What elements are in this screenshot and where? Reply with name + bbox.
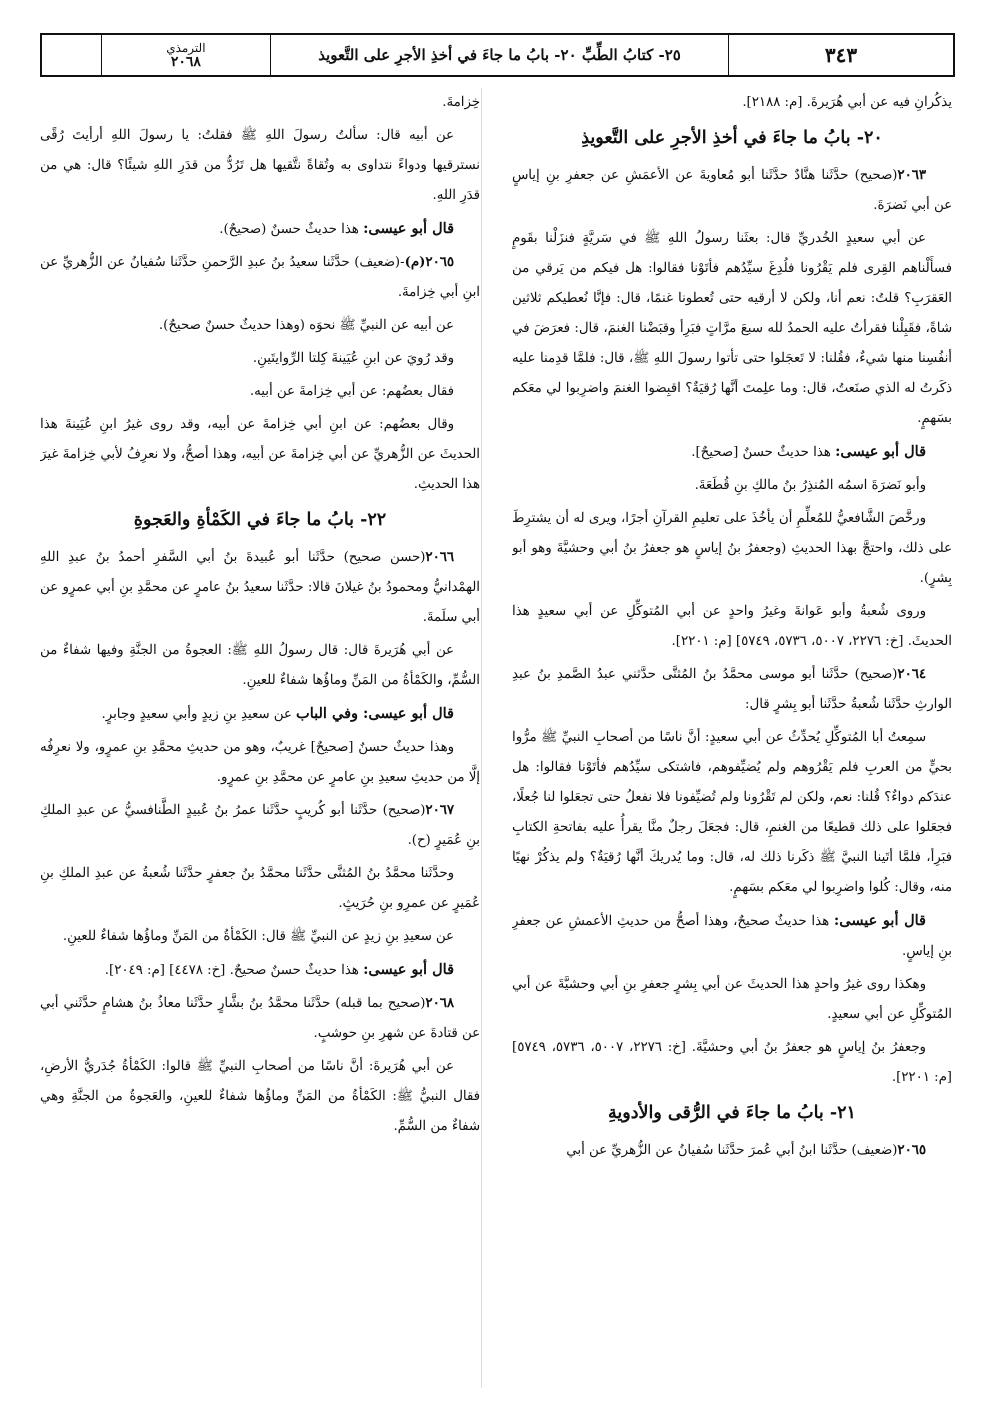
paragraph-text: (صحيح) حدَّثَنا أبو كُريبٍ حدَّثَنا عمرُ بنُ عُبيدٍ الطَّنافسيُّ عن عبدِ الملكِ بنِ عُمَيرٍ (ح). (40, 803, 480, 848)
paragraph-text: وجعفرُ بنُ إياسٍ هو جعفرُ بنُ أبي وحشيَّةَ. [خ: ٢٢٧٦، ٥٠٠٧، ٥٧٣٦، ٥٧٤٩] [م: ٢٢٠١]. (512, 1040, 952, 1085)
header-hadith-range: ٢٠٦٨ (170, 54, 201, 70)
paragraph-text: عن أبي سعيدٍ الخُدريِّ قال: بعثَنا رسولُ اللهِ ﷺ في سَريَّةٍ فنزَلْنا بقَومٍ فسأَلْناهم القِرى فلم يَقْرُونا فلُدِغَ سيِّدُهم فأتَوْنا فقالوا: هل فيكم من يَرقي من العَقرَبِ؟ قلتُ: نعم أنا، ولكن لا أرقيه حتى تُعطونا غنمًا، قال: فإنَّا نُعطيكم ثلاثين شاةً، فقَبِلْنا فقرأتُ عليه الحمدُ لله سبعَ مرَّاتٍ فبَرِأ وقبَضْنا الغنمَ، قال: فعرَضَ في أنفُسِنا منها شيءٌ، فقُلنا: لا تَعجَلوا حتى تأتوا رسولَ اللهِ ﷺ، قال: فلمَّا قدِمنا عليه ذكَرتُ له الذي صنَعتُ، قال: وما علِمتَ أنَّها رُقيَةٌ؟ اقبِضوا الغنمَ واضرِبوا لي معَكم بسَهمٍ. (512, 231, 952, 426)
paragraph (40, 410, 480, 500)
paragraph (40, 733, 480, 793)
paragraph-text: -(ضعيف) حدَّثَنا سعيدُ بنُ عبدِ الرَّحمنِ حدَّثَنا سُفيانُ عن الزُّهريِّ عن ابنِ أبي خِزامةَ. (40, 255, 480, 300)
comment-label: قال أبو عيسى: (835, 443, 926, 460)
abu-isa-comment (512, 437, 952, 468)
hadith-number: ٢٠٦٤ (897, 667, 926, 682)
comment-label: قال أبو عيسى: وفي الباب (296, 705, 454, 722)
abu-isa-comment (40, 955, 480, 986)
paragraph (512, 970, 952, 1030)
paragraph-text: فقال بعضُهم: عن أبي خِزامةَ عن أبيه. (249, 384, 454, 399)
paragraph (512, 471, 952, 501)
paragraph-text: وأبو نَضرَةَ اسمُه المُنذِرُ بنُ مالكِ بنِ قُطَعَةَ. (694, 478, 926, 493)
paragraph (512, 723, 952, 903)
abu-isa-comment (40, 214, 480, 245)
hadith-isnad (512, 161, 952, 221)
comment-label: قال أبو عيسى: (363, 220, 454, 237)
hadith-number: ٢٠٦٦ (425, 550, 454, 565)
paragraph-text: (صحيح بما قبله) حدَّثَنا محمَّدُ بنُ بشَّارٍ حدَّثَنا معاذُ بنُ هشامٍ حدَّثَني أبي عن قتادةَ عن شهرِ بنِ حوشبٍ. (40, 996, 480, 1041)
paragraph-text: (حسن صحيح) حدَّثَنا أبو عُبيدةَ بنُ أبي السَّفرِ أحمدُ بنُ عبدِ اللهِ الهمْدانيُّ ومحمودُ بنُ غيلانَ قالا: حدَّثَنا سعيدُ بنُ عامرٍ عن محمَّدِ بنِ أبي عمرٍو عن أبي سلَمةَ. (40, 550, 480, 625)
paragraph (512, 224, 952, 434)
paragraph (40, 636, 480, 696)
hadith-isnad (40, 248, 480, 308)
paragraph-text: عن أبي هُرَيرةَ قال: قال رسولُ اللهِ ﷺ: العجوةُ من الجنَّةِ وفيها شفاءٌ من السُّمِّ، والكَمْأةُ من المَنِّ وماؤُها شفاءٌ للعينِ. (40, 643, 480, 688)
hadith-isnad (40, 543, 480, 633)
paragraph-text: وروى شُعبةُ وأبو عَوانةَ وغيرُ واحدٍ عن أبي المُتوكِّلِ عن أبي سعيدٍ هذا الحديثَ. [خ: ٢٢٧٦، ٥٠٠٧، ٥٧٣٦، ٥٧٤٩] [م: ٢٢٠١]. (512, 604, 952, 649)
comment-label: قال أبو عيسى: (363, 961, 454, 978)
paragraph (40, 859, 480, 919)
abu-isa-comment (512, 906, 952, 967)
hadith-number: ٢٠٦٨ (425, 996, 454, 1011)
hadith-number: ٢٠٦٥ (897, 1143, 926, 1158)
paragraph (40, 377, 480, 407)
paragraph (40, 344, 480, 374)
paragraph (40, 311, 480, 341)
hadith-number: ٢٠٦٥(م) (404, 255, 454, 270)
chapter-heading: ٢٠- بابُ ما جاءَ في أخذِ الأجرِ على التَّعويذِ (581, 128, 883, 148)
paragraph (40, 88, 480, 118)
header-blank-cell (42, 35, 102, 75)
paragraph-text: وقال بعضُهم: عن ابنِ أبي خِزامةَ عن أبيه، وقد روى غيرُ ابنِ عُيَينةَ هذا الحديثَ عن الزُّهريِّ عن أبي خِزامةَ عن أبيه، وهذا أصحُّ، ولا نعرِفُ لأبي خِزامةَ غيرَ هذا الحديثِ. (40, 417, 480, 492)
paragraph-text: وهذا حديثٌ حسنٌ [صحيحٌ] غريبٌ، وهو من حديثِ محمَّدِ بنِ عمرٍو، ولا نعرِفُه إلَّا من حديثِ سعيدِ بنِ عامرٍ عن محمَّدِ بنِ عمرٍو. (40, 740, 480, 785)
running-header (40, 33, 955, 77)
paragraph (40, 121, 480, 211)
header-running-title: ٢٥- كتابُ الطِّبِّ ٢٠- بابُ ما جاءَ في أخذِ الأجرِ على التَّعويذ (271, 35, 729, 75)
paragraph-text: (صحيح) حدَّثَنا أبو موسى محمَّدُ بنُ المُثنَّى حدَّثني عبدُ الصَّمدِ بنُ عبدِ الوارثِ حدَّثَنا شُعبةُ حدَّثَنا أبو بِشرٍ قال: (512, 667, 952, 712)
header-reference-cell (102, 35, 271, 75)
paragraph-text: عن سعيدِ بنِ زيدٍ عن النبيِّ ﷺ قال: الكَمْأةُ من المَنِّ وماؤُها شفاءٌ للعينِ. (62, 929, 454, 944)
abu-isa-comment (40, 699, 480, 730)
paragraph-text: (ضعيف) حدَّثَنا ابنُ أبي عُمرَ حدَّثَنا سُفيانُ عن الزُّهريِّ عن أبي (566, 1143, 898, 1158)
hadith-number: ٢٠٦٣ (897, 168, 926, 183)
paragraph-text: (صحيح) حدَّثَنا هنَّادٌ حدَّثَنا أبو مُعاويةَ عن الأعمَشِ عن جعفرِ بنِ إياسٍ عن أبي نَضرَةَ. (512, 168, 952, 213)
column-separator (481, 88, 482, 1388)
paragraph (40, 1052, 480, 1142)
comment-text: هذا حديثٌ صحيحٌ، وهذا أصحُّ من حديثِ الأعمشِ عن جعفرِ بنِ إياسٍ. (512, 914, 952, 959)
comment-text: هذا حديثٌ حسنٌ (صحيحٌ). (219, 222, 359, 237)
paragraph-text: عن أبيه قال: سألتُ رسولَ اللهِ ﷺ فقلتُ: يا رسولَ اللهِ أرأيتَ رُقًى نسترقيها ودواءً نتداوى به وتُقاةً نتَّقيها هل تَرُدُّ من قدَرِ اللهِ شيئًا؟ قال: هي من قدَرِ اللهِ. (40, 128, 480, 203)
hadith-isnad (40, 796, 480, 856)
chapter-heading: ٢١- بابُ ما جاءَ في الرُّقى والأدويةِ (608, 1103, 856, 1123)
paragraph-text: ورخَّصَ الشَّافعيُّ للمُعلِّمِ أن يأخُذَ على تعليمِ القرآنِ أجرًا، ويرى له أن يشترِطَ على ذلك، واحتجَّ بهذا الحديثِ (وجعفرُ بنُ إياسٍ هو جعفرُ بنُ أبي وحشيَّةَ وهو أبو بِشرٍ). (512, 511, 952, 586)
left-column (40, 88, 480, 1388)
paragraph-text: عن أبي هُرَيرةَ: أنَّ ناسًا من أصحابِ النبيِّ ﷺ قالوا: الكَمْأةُ جُدَريُّ الأرضِ، فقال النبيُّ ﷺ: الكَمْأةُ من المَنِّ وماؤُها شفاءٌ للعينِ، والعَجوةُ من الجنَّةِ وهي شفاءٌ من السُّمِّ. (40, 1059, 480, 1134)
paragraph-text: عن أبيه عن النبيِّ ﷺ نحوَه (وهذا حديثٌ حسنٌ صحيحٌ). (158, 318, 454, 333)
paragraph (512, 88, 952, 118)
paragraph-text: وهكذا روى غيرُ واحدٍ هذا الحديثَ عن أبي بِشرٍ جعفرِ بنِ أبي وحشيَّةَ عن أبي المُتوكِّلِ عن أبي سعيدٍ. (512, 977, 952, 1022)
chapter-heading: ٢٢- بابُ ما جاءَ في الكَمْأةِ والعَجوةِ (133, 510, 387, 530)
comment-text: عن سعيدِ بنِ زيدٍ وأبي سعيدٍ وجابرٍ. (101, 707, 292, 722)
hadith-isnad (40, 989, 480, 1049)
paragraph-text: وقد رُويَ عن ابنِ عُيَينةَ كِلتا الرِّوايتَينِ. (252, 351, 454, 366)
paragraph (40, 922, 480, 952)
paragraph-text: يذكُرانِ فيه عن أبي هُرَيرةَ. [م: ٢١٨٨]. (742, 95, 952, 110)
paragraph (512, 1033, 952, 1093)
comment-label: قال أبو عيسى: (833, 912, 926, 929)
comment-text: هذا حديثٌ حسنٌ صحيحٌ. [خ: ٤٤٧٨] [م: ٢٠٤٩]. (104, 963, 359, 978)
page-number: ٣٤٣ (824, 43, 858, 67)
hadith-number: ٢٠٦٧ (425, 803, 454, 818)
hadith-isnad (512, 1136, 952, 1166)
hadith-isnad (512, 660, 952, 720)
paragraph-text: خِزامةَ. (442, 95, 480, 110)
comment-text: هذا حديثٌ حسنٌ [صحيحٌ]. (691, 445, 831, 460)
paragraph-text: وحدَّثَنا محمَّدُ بنُ المُثنَّى حدَّثَنا محمَّدُ بنُ جعفرٍ حدَّثَنا شُعبةُ عن عبدِ الملكِ بنِ عُمَيرٍ عن عمرِو بنِ حُرَيثٍ. (40, 866, 480, 911)
right-column (512, 88, 952, 1388)
paragraph (512, 597, 952, 657)
paragraph-text: سمِعتُ أبا المُتوكِّلِ يُحدِّثُ عن أبي سعيدٍ: أنَّ ناسًا من أصحابِ النبيِّ ﷺ مرُّوا بحيٍّ من العربِ فلم يَقْرُوهم ولم يُضيِّفوهم، فاشتكى سيِّدُهم فأتَوْنا فقالوا: هل عندَكم دواءٌ؟ قُلنا: نعم، ولكن لم تَقْرُونا ولم تُضيِّفونا فلا نفعلُ حتى تجعَلوا لنا جُعلًا، فجعَلوا على ذلك قطيعًا من الغنمِ، قال: فجعَلَ رجلٌ منَّا يقرأُ عليه بفاتحةِ الكتابِ فبَرِأ، فلمَّا أتَينا النبيَّ ﷺ ذكَرنا ذلك له، قال: وما يُدريكَ أنَّها رُقيَةٌ؟ ولم يذكُرْ نهيًا منه، وقال: كُلوا واضرِبوا لي معَكم بسَهمٍ. (512, 730, 952, 895)
header-book-name: الترمذي (166, 41, 206, 55)
paragraph (512, 504, 952, 594)
